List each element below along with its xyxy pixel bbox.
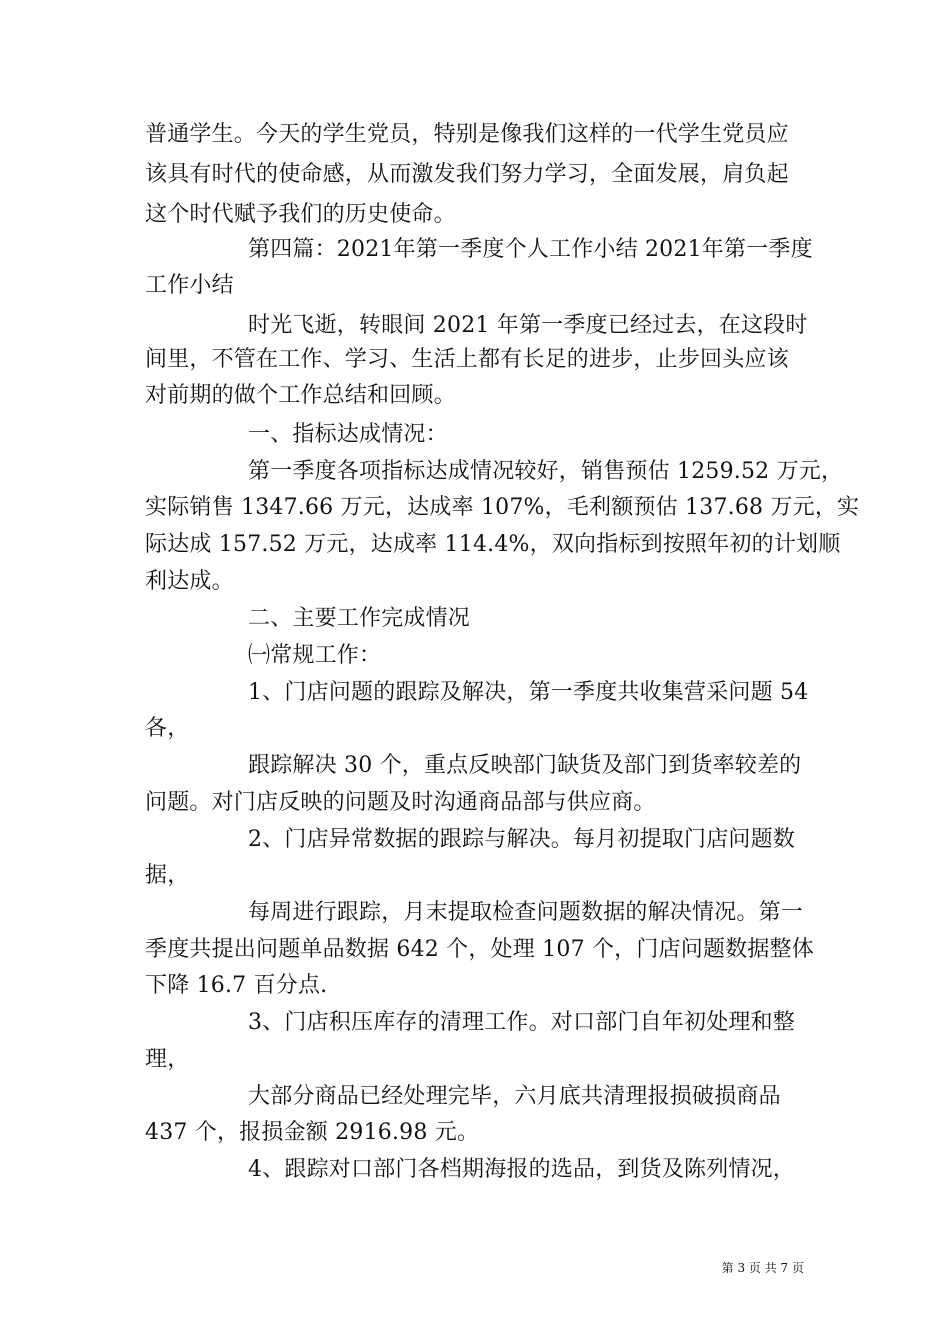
body-line: 各， (145, 716, 190, 741)
body-line: 该具有时代的使命感，从而激发我们努力学习，全面发展，肩负起 (145, 162, 789, 187)
body-line: 这个时代赋予我们的历史使命。 (145, 202, 456, 227)
body-line: 季度共提出问题单品数据 642 个，处理 107 个，门店问题数据整体 (145, 937, 814, 962)
body-line: 时光飞逝，转眼间 2021 年第一季度已经过去，在这段时 (248, 313, 808, 338)
body-line: 3、门店积压库存的清理工作。对口部门自年初处理和整 (248, 1010, 795, 1035)
subheading: 一、指标达成情况： (248, 422, 448, 447)
body-line: 对前期的做个工作总结和回顾。 (145, 383, 456, 408)
subheading: ㈠常规工作： (248, 643, 382, 668)
body-line: 据， (145, 863, 190, 888)
body-line: 问题。对门店反映的问题及时沟通商品部与供应商。 (145, 790, 656, 815)
page-number-footer: 第 3 页 共 7 页 (721, 1261, 804, 1275)
body-line: 普通学生。今天的学生党员，特别是像我们这样的一代学生党员应 (145, 122, 789, 147)
section-heading: 工作小结 (145, 273, 234, 298)
body-line: 实际销售 1347.66 万元，达成率 107%，毛利额预估 137.68 万元，实 (145, 495, 860, 520)
body-line: 每周进行跟踪，月末提取检查问题数据的解决情况。第一 (248, 900, 804, 925)
body-line: 理， (145, 1047, 190, 1072)
body-line: 1、门店问题的跟踪及解决，第一季度共收集营采问题 54 (248, 680, 809, 705)
body-line: 2、门店异常数据的跟踪与解决。每月初提取门店问题数 (248, 827, 795, 852)
body-line: 利达成。 (145, 569, 234, 594)
body-line: 4、跟踪对口部门各档期海报的选品，到货及陈列情况， (248, 1157, 795, 1182)
body-line: 437 个，报损金额 2916.98 元。 (145, 1120, 480, 1145)
body-line: 第一季度各项指标达成情况较好，销售预估 1259.52 万元， (248, 459, 844, 484)
body-line: 下降 16.7 百分点. (145, 973, 328, 998)
subheading: 二、主要工作完成情况 (248, 606, 471, 631)
body-line: 际达成 157.52 万元，达成率 114.4%，双向指标到按照年初的计划顺 (145, 532, 841, 557)
body-line: 大部分商品已经处理完毕，六月底共清理报损破损商品 (248, 1084, 781, 1109)
body-line: 间里，不管在工作、学习、生活上都有长足的进步，止步回头应该 (145, 347, 789, 372)
body-line: 跟踪解决 30 个，重点反映部门缺货及部门到货率较差的 (248, 753, 802, 778)
section-heading: 第四篇：2021年第一季度个人工作小结 2021年第一季度 (248, 237, 813, 262)
